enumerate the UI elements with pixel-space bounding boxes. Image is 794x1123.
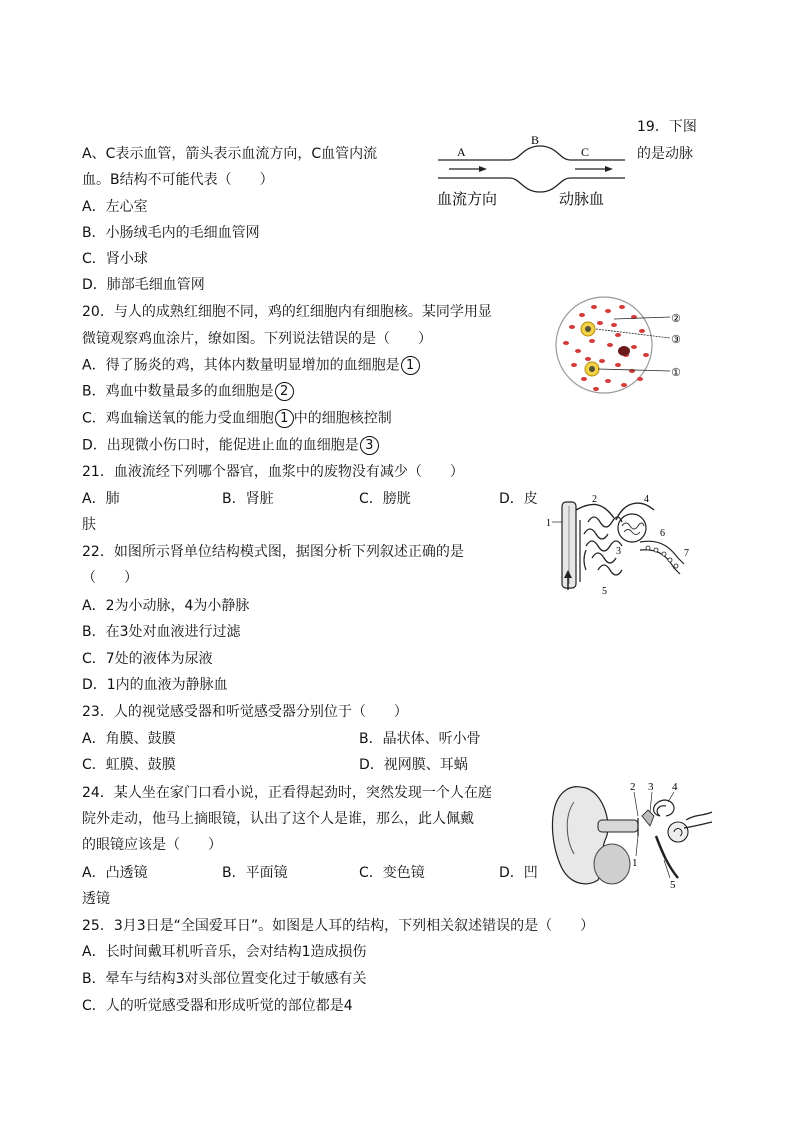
- q20-option-d-text: D．出现微小伤口时，能促进止血的血细胞是: [82, 437, 359, 454]
- nephron-figure: [544, 490, 694, 602]
- q20-stem-line1: 20．与人的成熟红细胞不同，鸡的红细胞内有细胞核。某同学用显: [82, 304, 492, 320]
- q20-option-b: [82, 382, 294, 401]
- q24-option-d: D．凹: [499, 865, 538, 881]
- blood-vessel-figure: [435, 136, 630, 208]
- label-4: 4: [672, 781, 678, 793]
- label-6: 6: [660, 528, 665, 539]
- q24-option-d-cont: 透镜: [82, 891, 110, 907]
- q20-option-a-text: A．得了肠炎的鸡，其体内数量明显增加的血细胞是: [82, 357, 400, 374]
- q24-stem-line2: 院外走动，他马上摘眼镜，认出了这个人是谁，那么，此人佩戴: [82, 811, 474, 827]
- q21-option-c: C．膀胱: [359, 491, 411, 507]
- label-1: 1: [632, 857, 638, 869]
- label-3: ③: [671, 333, 681, 346]
- q24-option-c: C．变色镜: [359, 865, 425, 881]
- q22-option-a: A．2为小动脉，4为小静脉: [82, 598, 250, 614]
- q21-option-a: A．肺: [82, 491, 120, 507]
- q19-option-a: A．左心室: [82, 199, 148, 215]
- label-c: C: [581, 145, 590, 159]
- q19-option-b: B．小肠绒毛内的毛细血管网: [82, 225, 260, 241]
- q23-stem: 23．人的视觉感受器和听觉感受器分别位于（ ）: [82, 704, 408, 720]
- q24-option-b: B．平面镜: [222, 865, 288, 881]
- q20-option-b-text: B．鸡血中数量最多的血细胞是: [82, 383, 274, 400]
- q24-stem-line3: 的眼镜应该是（ ）: [82, 837, 222, 853]
- circled-mark: 1: [275, 409, 294, 428]
- circled-mark: 2: [275, 382, 294, 401]
- q23-option-b: B．晶状体、听小骨: [359, 731, 481, 747]
- label-3: 3: [616, 546, 621, 557]
- label-4: 4: [644, 494, 649, 505]
- blood-smear-figure: [552, 295, 692, 400]
- q22-option-b: B．在3处对血液进行过滤: [82, 624, 241, 640]
- q21-stem: 21．血液流经下列哪个器官，血浆中的废物没有减少（ ）: [82, 464, 464, 480]
- q22-option-c: C．7处的液体为尿液: [82, 651, 213, 667]
- label-1: ①: [671, 366, 681, 379]
- q21-option-b: B．肾脏: [222, 491, 274, 507]
- label-3: 3: [648, 781, 654, 793]
- q21-option-d: D．皮: [499, 491, 538, 507]
- q21-option-d-cont: 肤: [82, 517, 96, 533]
- q25-option-b: B．晕车与结构3对头部位置变化过于敏感有关: [82, 971, 367, 987]
- q20-option-c-text-end: 中的细胞核控制: [293, 410, 392, 427]
- q25-option-c: C．人的听觉感受器和形成听觉的部位都是4: [82, 998, 353, 1014]
- label-b: B: [531, 136, 540, 147]
- label-5: 5: [670, 879, 676, 891]
- label-5: 5: [602, 586, 607, 597]
- q19-number: 19．下图: [637, 119, 697, 135]
- q23-option-d: D．视网膜、耳蜗: [359, 757, 468, 773]
- q20-stem-line2: 微镜观察鸡血涂片，缭如图。下列说法错误的是（ ）: [82, 331, 432, 347]
- ear-structure-figure: [546, 780, 716, 892]
- label-2: 2: [592, 494, 597, 505]
- q24-option-a: A．凸透镜: [82, 865, 148, 881]
- q22-stem: 22．如图所示肾单位结构模式图，据图分析下列叙述正确的是: [82, 544, 464, 560]
- q19-stem-line2: 血。B结构不可能代表（ ）: [82, 172, 274, 188]
- q23-option-a: A．角膜、鼓膜: [82, 731, 176, 747]
- caption-arterial-blood: 动脉血: [559, 192, 605, 208]
- q25-option-a: A．长时间戴耳机听音乐，会对结构1造成损伤: [82, 944, 367, 960]
- label-2: 2: [630, 781, 636, 793]
- q20-option-a: [82, 356, 420, 375]
- circled-mark: 3: [360, 436, 379, 455]
- q19-stem-line1-end: 的是动脉: [637, 146, 693, 162]
- label-1: 1: [546, 518, 551, 529]
- q19-option-d: D．肺部毛细血管网: [82, 277, 205, 293]
- q20-option-c-text: C．鸡血输送氧的能力受血细胞: [82, 410, 274, 427]
- q20-option-d: [82, 436, 379, 455]
- label-2: ②: [671, 312, 681, 325]
- label-a: A: [457, 145, 466, 159]
- q24-stem-line1: 24．某人坐在家门口看小说，正看得起劲时，突然发现一个人在庭: [82, 785, 492, 801]
- circled-mark: 1: [401, 356, 420, 375]
- label-7: 7: [684, 548, 689, 559]
- q22-stem-paren: （ ）: [82, 570, 138, 586]
- q19-option-c: C．肾小球: [82, 251, 148, 267]
- q20-option-c: [82, 409, 392, 428]
- q22-option-d: D．1内的血液为静脉血: [82, 677, 228, 693]
- q19-stem-line1: A、C表示血管，箭头表示血流方向，C血管内流: [82, 146, 378, 162]
- caption-flow-direction: 血流方向: [437, 192, 498, 208]
- q23-option-c: C．虹膜、鼓膜: [82, 757, 176, 773]
- q25-stem: 25．3月3日是“全国爱耳日”。如图是人耳的结构，下列相关叙述错误的是（ ）: [82, 918, 595, 934]
